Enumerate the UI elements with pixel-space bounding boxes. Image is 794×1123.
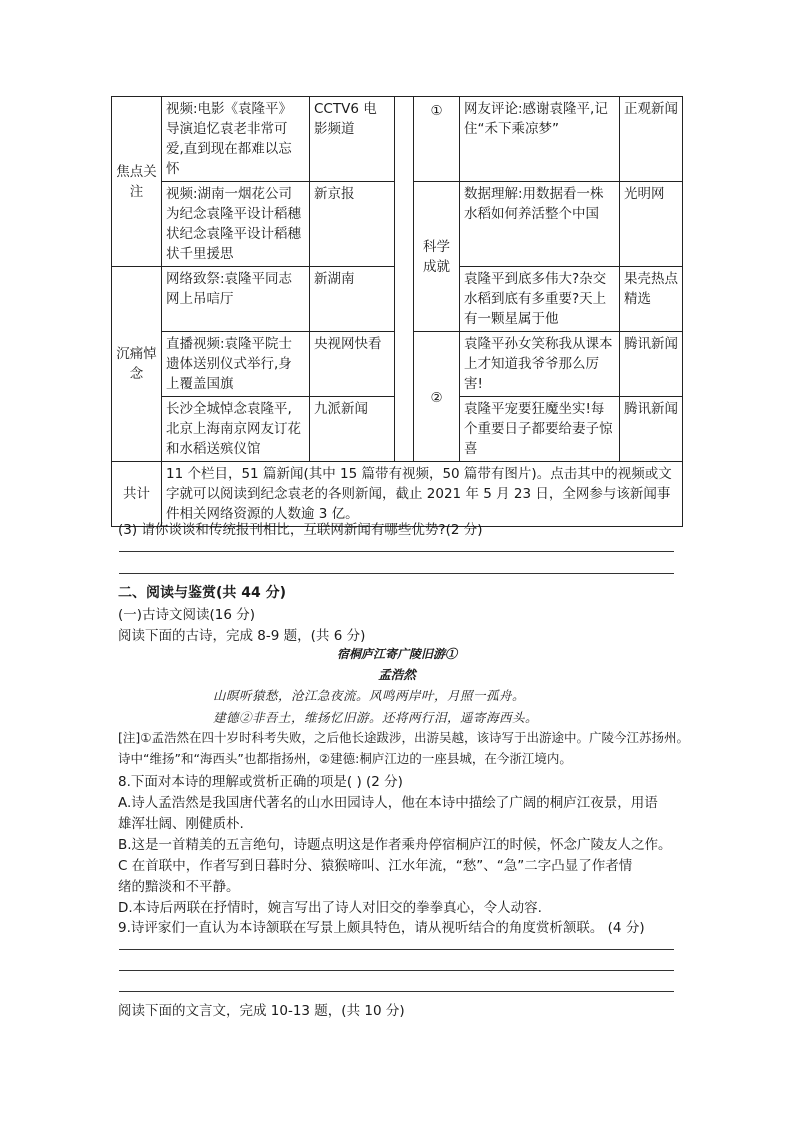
answer-line[interactable] <box>119 573 674 574</box>
question-3: (3) 请你谈谈和传统报刊相比，互联网新闻有哪些优势?(2 分) <box>118 522 483 538</box>
news-source: 央视网快看 <box>310 332 395 397</box>
news-table <box>111 96 683 527</box>
news-item: 网络致祭:袁隆平同志网上吊唁厅 <box>162 267 310 332</box>
option-b: B.这是一首精美的五言绝句，诗题点明这是作者乘舟停宿桐庐江的时候，怀念广陵友人之作。 <box>118 837 672 853</box>
news-source: 正观新闻 <box>620 97 683 182</box>
group-focus: 焦点关注 <box>112 97 162 267</box>
news-item: 直播视频:袁隆平院士遗体送别仪式举行,身上覆盖国旗 <box>162 332 310 397</box>
news-source: 果壳热点精选 <box>620 267 683 332</box>
poem-line: 建德②非吾土，维扬忆旧游。还将两行泪，遥寄海西头。 <box>213 710 539 725</box>
classical-instructions: 阅读下面的文言文，完成 10-13 题，(共 10 分) <box>118 1003 405 1019</box>
option-a-cont: 雄浑壮阔、刚健质朴. <box>118 816 244 832</box>
news-source: 光明网 <box>620 182 683 267</box>
question-8: 8.下面对本诗的理解或赏析正确的项是( ) (2 分) <box>118 774 403 790</box>
blank-1: ① <box>414 97 460 182</box>
answer-line[interactable] <box>119 991 674 992</box>
answer-line[interactable] <box>119 949 674 950</box>
news-item: 视频:湖南一烟花公司为纪念袁隆平设计稻穗状纪念袁隆平设计稻穗状千里援思 <box>162 182 310 267</box>
news-item: 长沙全城悼念袁隆平,北京上海南京网友订花和水稻送殡仪馆 <box>162 397 310 462</box>
news-item: 视频:电影《袁隆平》导演追忆袁老非常可爱,直到现在都难以忘怀 <box>162 97 310 182</box>
news-item: 袁隆平孙女笑称我从课本上才知道我爷爷那么厉害! <box>460 332 620 397</box>
group-total: 共计 <box>112 462 162 527</box>
total-summary: 11 个栏目，51 篇新闻(其中 15 篇带有视频，50 篇带有图片)。点击其中的视频或文字就可以阅读到纪念袁老的各则新闻，截止 2021 年 5 月 23 日，全网参与该新闻事件相关网络资源的人数逾 3 亿。 <box>162 462 683 527</box>
poem-author: 孟浩然 <box>378 667 416 682</box>
answer-line[interactable] <box>119 970 674 971</box>
news-source: 腾讯新闻 <box>620 397 683 462</box>
option-a: A.诗人孟浩然是我国唐代著名的山水田园诗人，他在本诗中描绘了广阔的桐庐江夜景，用语 <box>118 795 658 811</box>
news-item: 袁隆平宠要狂魔坐实!每个重要日子都要给妻子惊喜 <box>460 397 620 462</box>
poem-note: [注]①孟浩然在四十岁时科考失败，之后他长途跋涉，出游吴越，该诗写于出游途中。广陵今江苏扬州。 <box>118 730 689 745</box>
option-c: C 在首联中，作者写到日暮时分、猿猴啼叫、江水年流，“愁”、“急”二字凸显了作者情 <box>118 858 633 874</box>
divider-column <box>395 97 414 462</box>
blank-2: ② <box>414 332 460 462</box>
question-9: 9.诗评家们一直认为本诗颔联在写景上颇具特色，请从视听结合的角度赏析颔联。 (4 分) <box>118 920 645 936</box>
news-source: CCTV6 电影频道 <box>310 97 395 182</box>
news-item: 袁隆平到底多伟大?杂交水稻到底有多重要?天上有一颗星属于他 <box>460 267 620 332</box>
news-source: 九派新闻 <box>310 397 395 462</box>
news-source: 新京报 <box>310 182 395 267</box>
poem-instructions: 阅读下面的古诗，完成 8-9 题，(共 6 分) <box>118 628 366 644</box>
poem-title: 宿桐庐江寄广陵旧游① <box>336 647 457 661</box>
poem-note: 诗中“维扬”和“海西头”也都指扬州，②建德:桐庐江边的一座县城，在今浙江境内。 <box>118 751 572 766</box>
news-source: 新湖南 <box>310 267 395 332</box>
news-source: 腾讯新闻 <box>620 332 683 397</box>
news-item: 网友评论:感谢袁隆平,记住“禾下乘凉梦” <box>460 97 620 182</box>
group-mourning: 沉痛悼念 <box>112 267 162 462</box>
option-c-cont: 绪的黯淡和不平静。 <box>118 879 240 895</box>
answer-line[interactable] <box>119 551 674 552</box>
group-science: 科学成就 <box>414 182 460 332</box>
poem-line: 山暝听猿愁，沧江急夜流。风鸣两岸叶，月照一孤舟。 <box>213 688 526 703</box>
section-title: 二、阅读与鉴赏(共 44 分) <box>118 585 287 601</box>
news-item: 数据理解:用数据看一株水稻如何养活整个中国 <box>460 182 620 267</box>
subsection-title: (一)古诗文阅读(16 分) <box>118 607 256 623</box>
option-d: D.本诗后两联在抒情时，婉言写出了诗人对旧交的拳拳真心，令人动容. <box>118 900 542 916</box>
